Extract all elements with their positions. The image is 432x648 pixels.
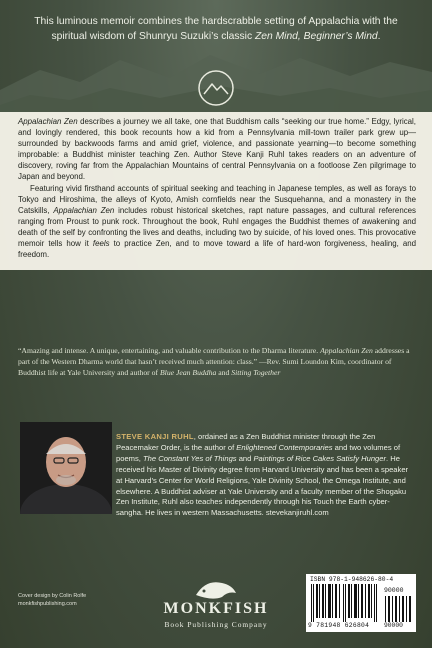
cover-credits [18,592,86,608]
quote-book-2: Sitting Together [231,368,281,377]
description-p2-title: Appalachian Zen [53,205,115,215]
monkfish-logo-icon [192,575,240,603]
price-barcode-bars [384,596,412,622]
author-photo [20,422,112,514]
description-p2-b: includes robust historical sketches, rapt nature passages, and cultural references ranging from Proust to punk rock. Throughout the book, Ruhl engages the Buddhist themes of awakening and death of the self by confronting the lives and deaths, including two by suicide, of his loved ones. This provocative memoir tells how it [18,205,416,249]
isbn-number: ISBN 978-1-948626-80-4 [310,576,394,583]
quote-text-1: “Amazing and intense. A unique, entertaining, and valuable contribution to the Dharma literature. [18,346,321,355]
bio-text-2: and two volumes of poems, [116,442,401,463]
bio-text-4: . He received his Master of Divinity degree from Harvard University and has been a speaker at Harvard’s Center for World Religions, Yale Divinity School, the Omega Institute, and elsewhere. A Buddhist adviser at Yale University and a faculty member of the Shogaku Zen Institute, Ruhl also teaches independently through his Touch the Earth cyber-sangha. He lives in western Massachusetts. stevekanjiruhl.com [116,453,409,518]
description-paragraph-2 [18,183,416,261]
tagline-end: . [377,31,381,42]
barcode-digits: 9 781948 626804 [308,622,370,629]
quote-and: and [216,368,232,377]
bio-text-3: and [236,453,254,463]
price-code: 90000 [384,587,404,594]
book-description [18,116,416,260]
quote-book-1: Blue Jean Buddha [159,368,217,377]
description-title: Appalachian Zen [18,117,78,126]
barcode-bars [310,584,380,622]
endorsement-quote [18,345,416,378]
author-name: STEVE KANJI RUHL [116,432,194,441]
quote-title: Appalachian Zen [320,346,373,355]
description-p2-c: to practice Zen, and to move toward a life of hard-won forgiveness, healing, and freedom. [18,239,417,260]
publisher-site: monkfishpublishing.com [18,601,77,607]
quote-text-2: addresses a part of the Western Dharma world that hasn’t received much attention: class.” —Rev. Sumi Loundon Kim, coordinator of Buddhist life at Yale University and author of [18,346,410,377]
bio-book-1: Enlightened Contemporaries [236,442,333,452]
price-digits: 90000 [384,622,403,629]
description-p2-emph: feels [92,239,110,249]
bio-book-2: The Constant Yes of Things [143,453,237,463]
bio-book-3: Paintings of Rice Cakes Satisfy Hunger [253,453,387,463]
publisher-subtitle: Book Publishing Company [164,620,268,629]
description-p1-text: describes a journey we all take, one that Buddhism calls “seeking our true home.” Edgy, lyrical, and lovingly rendered, this book recounts how a kid from a Pennsylvania mill-town trailer park grew up—surrounded by backwoods farms and amid grief, violence, and passionate yearning—to become something improbable: a Buddhist minister teaching Zen. Author Steve Kanji Ruhl takes readers on an adventure of discovery, roving far from the Appalachian Mountains of central Pennsylvania on a footloose Zen pilgrimage to Japan and beyond. [18,117,416,182]
description-p2-a: Featuring vivid firsthand accounts of spiritual seeking and teaching in Japanese temples, as well as forays to Tokyo and Hiroshima, the alleys of Kyoto, Amish cornfields near the Susquehanna, and a monastery in the Catskills, [18,183,416,215]
author-bio [116,432,416,519]
tagline-book-title: Zen Mind, Beginner’s Mind [254,31,378,42]
mountain-emblem-icon [196,68,236,108]
bio-text-1: , ordained as a Zen Buddhist minister through the Zen Peacemaker Order, is the author of [116,432,376,452]
tagline-text: This luminous memoir combines the hardscrabble setting of Appalachia with the spiritual wisdom of Shunryu Suzuki’s classic [34,16,398,42]
publisher-name: MONKFISH [163,600,269,617]
design-credit: Cover design by Colin Rolfe [18,593,87,599]
tagline [30,14,402,44]
description-paragraph-1 [18,116,416,183]
